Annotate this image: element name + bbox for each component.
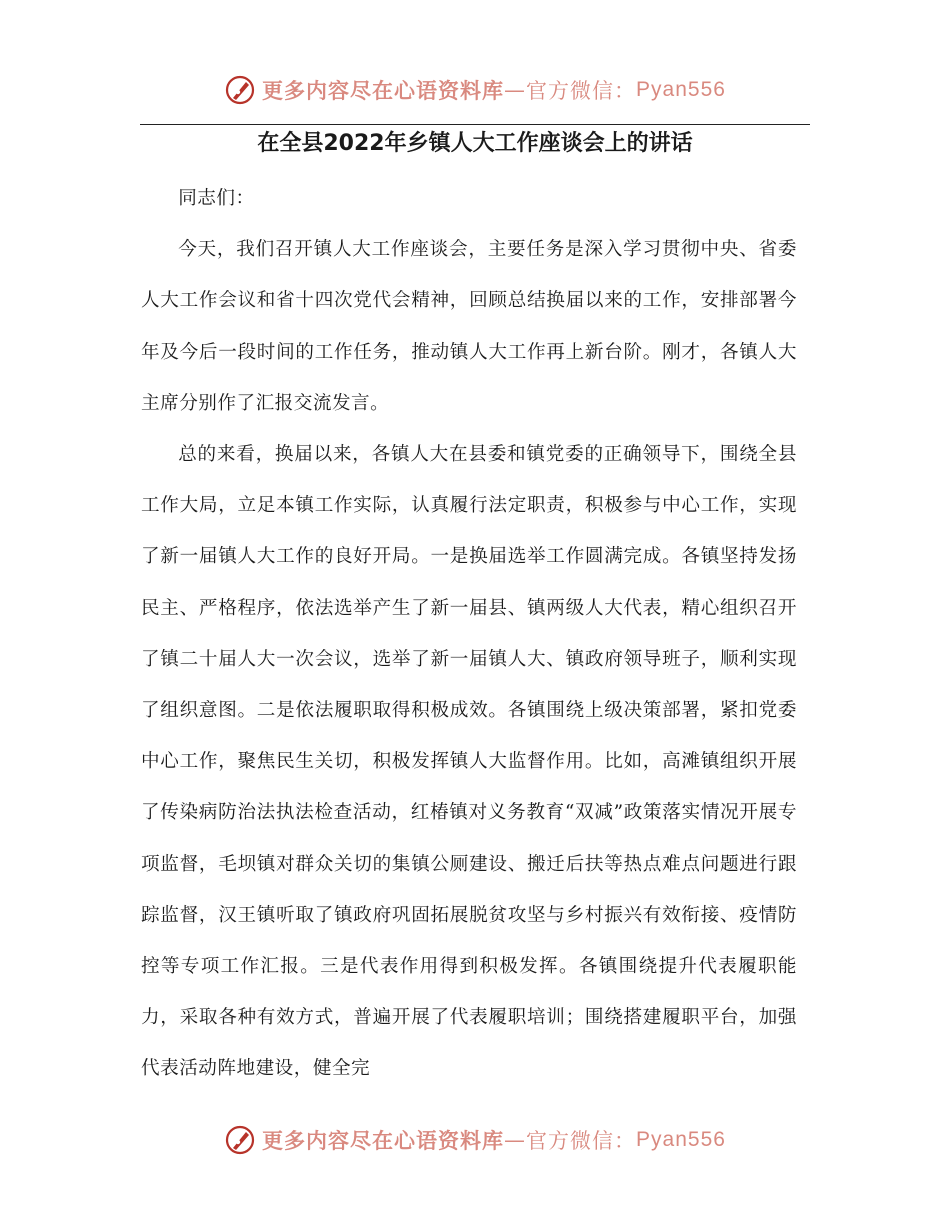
watermark-wechat-id: Pyan556 [636, 1128, 726, 1151]
watermark-official: 官方微信： [526, 79, 637, 103]
watermark-brand: 更多内容尽在心语资料库 [262, 79, 505, 103]
watermark-brand: 更多内容尽在心语资料库 [262, 1129, 505, 1153]
footer-watermark [0, 1120, 950, 1160]
pen-logo-icon [224, 74, 256, 106]
watermark-dash: — [504, 1128, 527, 1152]
paragraph: 今天，我们召开镇人大工作座谈会，主要任务是深入学习贯彻中央、省委人大工作会议和省十四次党代会精神，回顾总结换届以来的工作，安排部署今年及今后一段时间的工作任务，推动镇人大工作再上新台阶。刚才，各镇人大主席分别作了汇报交流发言。 [141, 239, 797, 414]
pen-logo-icon [224, 1124, 256, 1156]
header-watermark [0, 70, 950, 110]
watermark-wechat-id: Pyan556 [636, 78, 726, 101]
salutation: 同志们： [178, 188, 255, 209]
paragraph: 总的来看，换届以来，各镇人大在县委和镇党委的正确领导下，围绕全县工作大局，立足本镇工作实际，认真履行法定职责，积极参与中心工作，实现了新一届镇人大工作的良好开局。一是换届选举工作圆满完成。各镇坚持发扬民主、严格程序，依法选举产生了新一届县、镇两级人大代表，精心组织召开了镇二十届人大一次会议，选举了新一届镇人大、镇政府领导班子，顺利实现了组织意图。二是依法履职取得积极成效。各镇围绕上级决策部署，紧扣党委中心工作，聚焦民生关切，积极发挥镇人大监督作用。比如，高滩镇组织开展了传染病防治法执法检查活动，红椿镇对义务教育“双减”政策落实情况开展专项监督，毛坝镇对群众关切的集镇公厕建设、搬迁后扶等热点难点问题进行跟踪监督，汉王镇听取了镇政府巩固拓展脱贫攻坚与乡村振兴有效衔接、疫情防控等专项工作汇报。三是代表作用得到积极发挥。各镇围绕提升代表履职能力，采取各种有效方式，普遍开展了代表履职培训；围绕搭建履职平台，加强代表活动阵地建设，健全完 [141, 444, 797, 1080]
watermark-official: 官方微信： [526, 1129, 637, 1153]
header-rule [140, 124, 810, 125]
page-title: 在全县2022年乡镇人大工作座谈会上的讲话 [257, 131, 693, 156]
watermark-dash: — [504, 78, 527, 102]
document-body [141, 173, 797, 1095]
